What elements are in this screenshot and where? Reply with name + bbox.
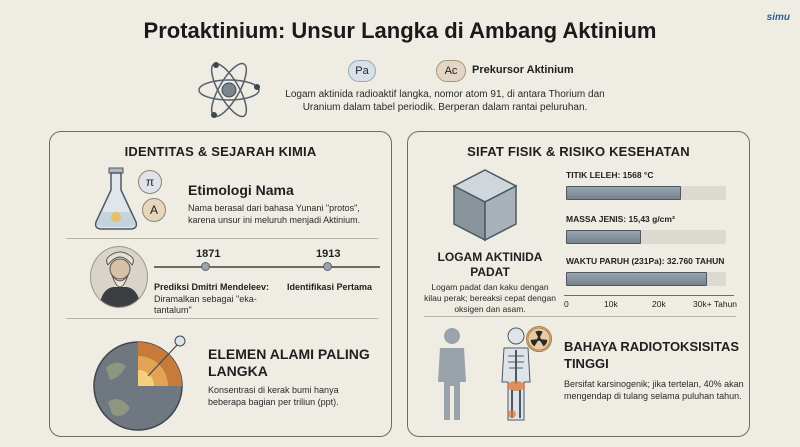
page-title: Protaktinium: Unsur Langka di Ambang Aktinium <box>143 18 657 43</box>
timeline-year-1913: 1913 <box>316 248 341 260</box>
actinium-precursor-label: Prekursor Aktinium <box>472 64 574 76</box>
radiotoxicity-text: Bersifat karsinogenik; jika tertelan, 40% akan mengendap di tulang selama puluhan tahun. <box>564 379 744 401</box>
bar-label: MASSA JENIS: 15,43 g/cm³ <box>566 214 675 224</box>
earth-cross-section-icon <box>86 328 196 433</box>
timeline-year-1871: 1871 <box>196 248 221 260</box>
bar-track <box>566 272 726 286</box>
mendeleev-portrait-icon <box>90 246 148 308</box>
radiation-hazard-icon <box>526 326 552 352</box>
etymology-text: Nama berasal dari bahasa Yunani "protos", karena unsur ini meluruh menjadi Aktinium. <box>188 203 361 225</box>
axis-tick-label: 20k <box>652 299 666 309</box>
identity-history-panel <box>49 131 392 437</box>
bar-fill <box>566 230 641 244</box>
atom-icon <box>196 60 262 120</box>
axis-tick-label: 10k <box>604 299 618 309</box>
bar-axis <box>564 295 734 296</box>
bar-fill <box>566 272 707 286</box>
divider <box>424 316 736 317</box>
axis-tick-label: 0 <box>564 299 569 309</box>
axis-tick-label: 30k+ Tahun <box>693 299 738 309</box>
symbol-ac-badge: Ac <box>436 60 466 82</box>
physical-heading: SIFAT FISIK & RISIKO KESEHATAN <box>467 144 690 159</box>
rarest-element-title: ELEMEN ALAMI PALING LANGKA <box>208 346 370 379</box>
pi-symbol-icon: π <box>138 170 162 194</box>
physical-health-panel <box>407 131 750 437</box>
symbol-pa-badge: Pa <box>348 60 376 82</box>
bar-label: TITIK LELEH: 1568 °C <box>566 170 654 180</box>
bar-label: WAKTU PARUH (231Pa): 32.760 TAHUN <box>566 256 725 266</box>
radiotoxicity-title: BAHAYA RADIOTOKSISITAS TINGGI <box>564 339 740 371</box>
a-letter-icon: A <box>142 198 166 222</box>
flask-icon <box>92 166 140 232</box>
etymology-title: Etimologi Nama <box>188 182 294 198</box>
solid-metal-title: LOGAM AKTINIDA PADAT <box>437 250 543 279</box>
identity-heading: IDENTITAS & SEJARAH KIMIA <box>124 144 317 159</box>
divider <box>66 318 378 319</box>
bar-track <box>566 186 726 200</box>
timeline-axis <box>154 266 380 268</box>
divider <box>66 238 378 239</box>
mendeleev-prediction-text: Diramalkan sebagai "eka-tantalum" <box>154 294 257 315</box>
timeline-dot <box>201 262 210 271</box>
metal-cube-icon <box>450 166 520 244</box>
bar-fill <box>566 186 681 200</box>
first-identification-label: Identifikasi Pertama <box>287 282 373 292</box>
mendeleev-prediction-label: Prediksi Dmitri Mendeleev: <box>154 282 270 292</box>
solid-metal-text: Logam padat dan kaku dengan kilau perak; bereaksi cepat dengan oksigen dan asam. <box>424 282 556 314</box>
rarest-element-text: Konsentrasi di kerak bumi hanya beberapa bagian per triliun (ppt). <box>208 385 339 407</box>
bar-track <box>566 230 726 244</box>
brand-logo: simu <box>766 12 790 23</box>
intro-text: Logam aktinida radioaktif langka, nomor atom 91, di antara Thorium dan Uranium dalam tabel periodik. Berperan dalam rantai peluruhan. <box>285 89 605 113</box>
timeline-dot <box>323 262 332 271</box>
